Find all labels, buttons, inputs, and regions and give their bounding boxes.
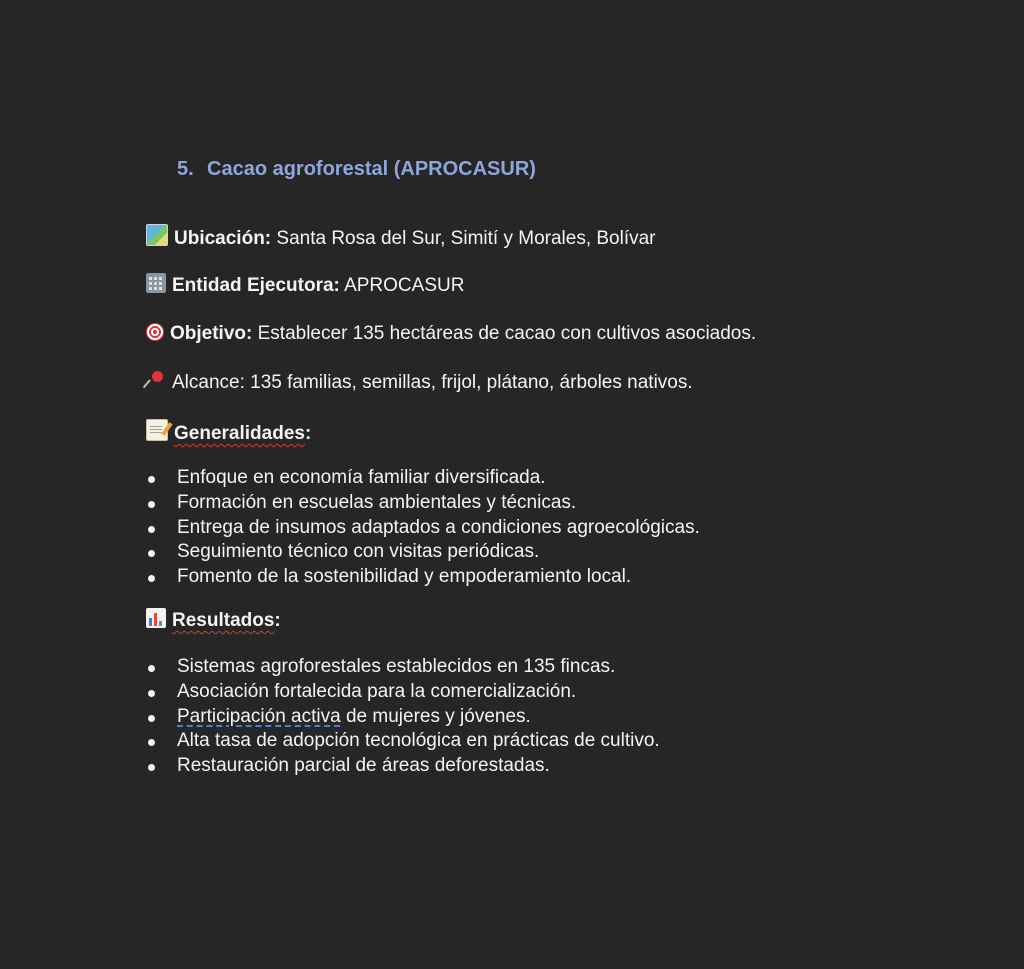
objetivo-label: Objetivo:	[170, 323, 253, 344]
memo-icon	[146, 419, 168, 441]
bullet-icon	[148, 526, 155, 533]
entidad-line	[146, 273, 464, 298]
alcance-text: Alcance: 135 familias, semillas, frijol, plátano, árboles nativos.	[172, 372, 693, 393]
pushpin-icon	[146, 370, 166, 390]
list-item: Entrega de insumos adaptados a condiciones agroecológicas.	[146, 516, 700, 541]
generalidades-colon: :	[304, 423, 312, 444]
world-map-icon	[146, 224, 168, 246]
entidad-label: Entidad Ejecutora:	[172, 275, 340, 296]
heading-title: Cacao agroforestal (APROCASUR)	[207, 158, 536, 180]
list-item: Seguimiento técnico con visitas periódicas.	[146, 540, 700, 565]
bullet-icon	[148, 476, 155, 483]
resultados-label: Resultados	[172, 610, 275, 631]
resultados-colon: :	[274, 610, 281, 631]
generalidades-list	[146, 466, 700, 590]
bullet-icon	[148, 575, 155, 582]
alcance-line	[146, 370, 693, 395]
list-item: Alta tasa de adopción tecnológica en prácticas de cultivo.	[146, 729, 660, 754]
list-item: Fomento de la sostenibilidad y empoderamiento local.	[146, 565, 700, 590]
bullet-icon	[148, 550, 155, 557]
list-item: Enfoque en economía familiar diversificada.	[146, 466, 700, 491]
heading-number: 5.	[177, 158, 194, 180]
direct-hit-target-icon	[146, 323, 164, 341]
list-item: Formación en escuelas ambientales y técnicas.	[146, 491, 700, 516]
ubicacion-value: Santa Rosa del Sur, Simití y Morales, Bolívar	[271, 228, 656, 249]
section-heading	[177, 158, 536, 181]
ubicacion-line	[146, 224, 656, 251]
list-item: Sistemas agroforestales establecidos en 135 fincas.	[146, 655, 660, 680]
office-building-icon	[146, 273, 166, 293]
objetivo-value: Establecer 135 hectáreas de cacao con cultivos asociados.	[252, 323, 757, 344]
bullet-icon	[148, 739, 155, 746]
ubicacion-label: Ubicación:	[174, 228, 272, 249]
bar-chart-icon	[146, 608, 166, 628]
bullet-icon	[148, 690, 155, 697]
bullet-icon	[148, 501, 155, 508]
generalidades-heading	[146, 419, 311, 446]
bullet-icon	[148, 715, 155, 722]
list-item: Asociación fortalecida para la comercialización.	[146, 680, 660, 705]
objetivo-line	[146, 322, 756, 346]
bullet-icon	[148, 665, 155, 672]
list-item: Restauración parcial de áreas deforestadas.	[146, 754, 660, 779]
bullet-icon	[148, 764, 155, 771]
generalidades-label: Generalidades	[174, 423, 305, 444]
list-item: Participación activa de mujeres y jóvenes.	[146, 705, 660, 730]
grammar-flagged-text[interactable]: Participación activa	[177, 705, 341, 727]
entidad-value: APROCASUR	[339, 275, 465, 296]
resultados-list	[146, 655, 660, 779]
resultados-heading	[146, 608, 281, 633]
